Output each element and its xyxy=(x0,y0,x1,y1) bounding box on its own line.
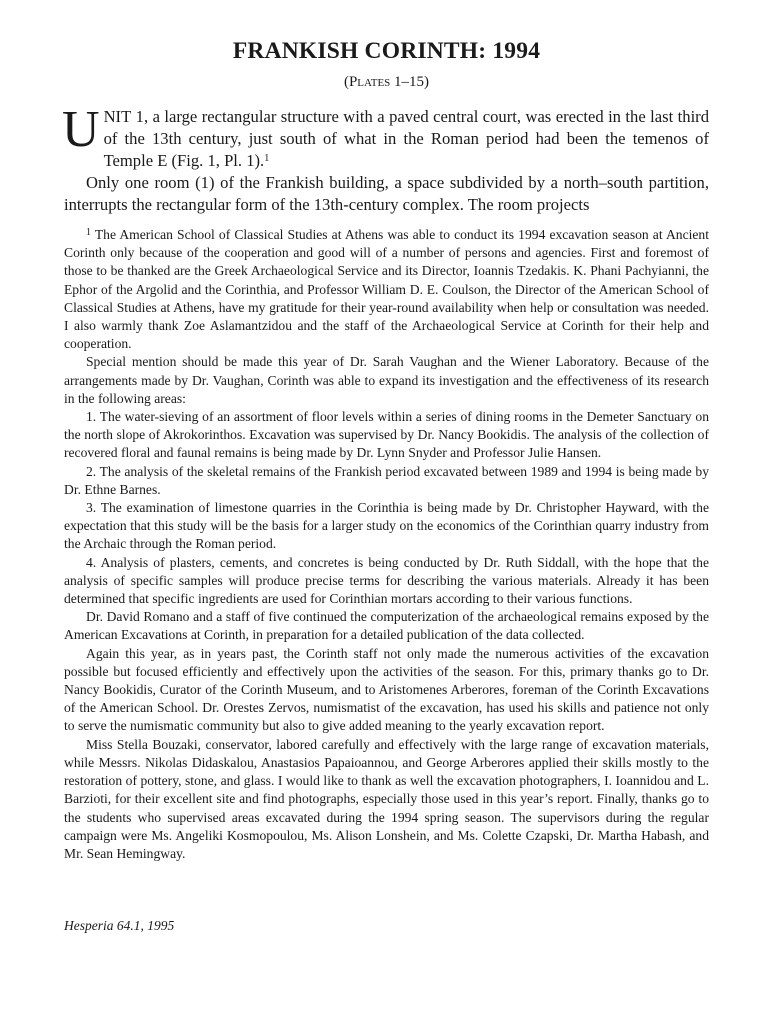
footnote-paragraph: 3. The examination of limestone quarries in the Corinthia is being made by Dr. Christopher Hayward, with the expectation that this study will be the basis for a larger study on the economics of the Corinthian quarry industry from the Archaic through the Roman period. xyxy=(64,500,709,552)
drop-cap: U xyxy=(62,101,100,158)
body-paragraph-1 xyxy=(62,101,709,172)
footnote-number: 1 xyxy=(86,227,91,238)
article-page xyxy=(64,36,709,863)
footnote-text: The American School of Classical Studies at Athens was able to conduct its 1994 excavation season at Ancient Corinth only because of the cooperation and good will of a number of persons and agencies. First and foremost of those to be thanked are the Greek Archaeological Service and its Director, Ioannis Tzedakis. K. Phani Pachyianni, the Ephor of the Argolid and the Corinthia, and Professor William D. E. Coulson, the Director of the American School of Classical Studies at Athens, have my gratitude for their year-round availability when help or consultation was needed. I also warmly thank Zoe Aslamantzidou and the staff of the Archaeological Service at Corinth for their help and cooperation. xyxy=(64,227,709,352)
footnote-reference[interactable]: 1 xyxy=(264,153,270,164)
footnote-paragraph: 2. The analysis of the skeletal remains of the Frankish period excavated between 1989 and 1994 is being made by Dr. Ethne Barnes. xyxy=(64,463,709,497)
article-title: FRANKISH CORINTH: 1994 xyxy=(232,38,541,64)
footnote-paragraph: Again this year, as in years past, the Corinth staff not only made the numerous activities of the excavation possible but focused efficiently and effectively upon the activities of the season. For this, primary thanks go to Dr. Nancy Bookidis, Curator of the Corinth Museum, and to Aristomenes Arberores, foreman of the Corinth Excavations of the American School. Dr. Orestes Zervos, numismatist of the excavation, has used his skills and patience not only to serve the numismatic community but also to give added meaning to the yearly excavation report. xyxy=(64,645,709,734)
journal-folio: Hesperia 64.1, 1995 xyxy=(64,918,175,933)
plates-open-paren: ( xyxy=(343,74,349,90)
body-paragraph-2: Only one room (1) of the Frankish building, a space subdivided by a north–south partition, interrupts the rectangular form of the 13th-century complex. The room projects xyxy=(64,173,709,214)
lead-in-caps: NIT xyxy=(103,107,132,126)
footnote-paragraph: Special mention should be made this year of Dr. Sarah Vaughan and the Wiener Laboratory. Because of the arrangements made by Dr. Vaughan, Corinth was able to expand its investigation and the effectiveness of its research in the following areas: xyxy=(64,354,709,406)
footnote-paragraph: Dr. David Romano and a staff of five continued the computerization of the archaeological remains exposed by the American Excavations at Corinth, in preparation for a detailed publication of the data collected. xyxy=(64,609,709,643)
plates-reference xyxy=(64,72,709,92)
footnote-block xyxy=(64,226,709,863)
footnote-paragraph: 4. Analysis of plasters, cements, and concretes is being conducted by Dr. Ruth Siddall, with the hope that the analysis of specific samples will produce precise terms for describing the various materials. Already it has been determined that specific ingredients are used for Corinthian mortars according to their various functions. xyxy=(64,554,709,607)
footnote-paragraph xyxy=(64,226,709,353)
plates-word: Plates xyxy=(348,74,391,90)
footnote-paragraph: 1. The water-sieving of an assortment of floor levels within a series of dining rooms in the Demeter Sanctuary on the north slope of Akrokorinthos. Excavation was supervised by Dr. Nancy Bookidis. The analysis of the collection of recovered floral and faunal remains is being made by Dr. Lynn Snyder and Professor Julie Hansen. xyxy=(64,409,709,461)
body-paragraph-1-text: 1, a large rectangular structure with a paved central court, was erected in the last third of the 13th century, just south of what in the Roman period had been the temenos of Temple E (Fig. 1, Pl. 1). xyxy=(103,107,709,170)
footnote-paragraph: Miss Stella Bouzaki, conservator, labored carefully and effectively with the large range of excavation materials, while Messrs. Nikolas Didaskalou, Anastasios Papaioannou, and George Arberores applied their skills mostly to the restoration of pottery, stone, and glass. I would like to thank as well the excavation photographers, I. Ioannidou and L. Barzioti, for their excellent site and find photographs, especially those used in this year’s report. Finally, thanks go to the students who supervised areas excavated during the 1994 spring season. The supervisors during the regular campaign were Ms. Angeliki Kosmopoulou, Ms. Alison Lonshein, and Ms. Colette Czapski, Dr. Martha Habash, and Mr. Sean Hemingway. xyxy=(64,736,709,861)
plates-range: 1–15) xyxy=(390,74,430,90)
